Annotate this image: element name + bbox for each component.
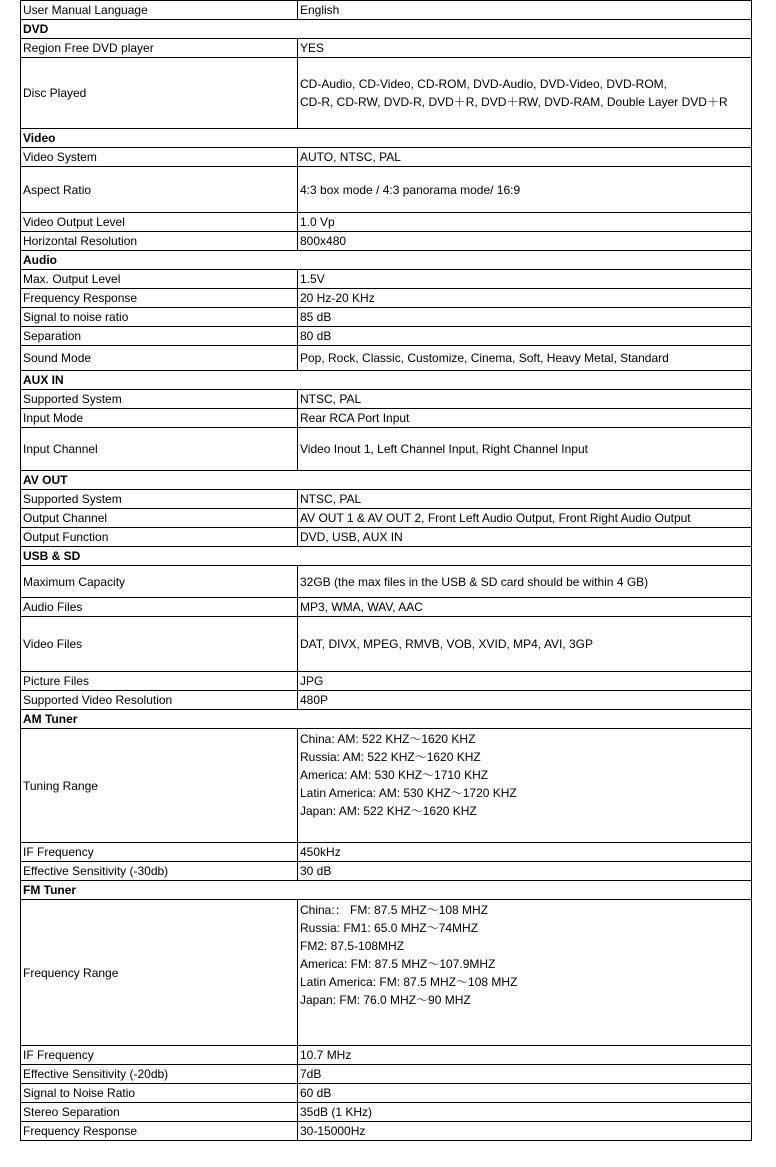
spec-value: CD-Audio, CD-Video, CD-ROM, DVD-Audio, DVD-Video, DVD-ROM, CD-R, CD-RW, DVD-R, DVD＋R, DVD＋RW, DVD-RAM, Double Layer DVD＋R xyxy=(298,58,752,129)
spec-row xyxy=(21,58,752,129)
spec-value: China: AM: 522 KHZ～1620 KHZ Russia: AM: 522 KHZ～1620 KHZ America: AM: 530 KHZ～1710 KHZ Latin America: AM: 530 KHZ～1720 KHZ Japan: AM: 522 KHZ～1620 KHZ xyxy=(298,729,752,843)
spec-label: Max. Output Level xyxy=(21,270,298,289)
section-title: FM Tuner xyxy=(21,881,752,900)
spec-value: Pop, Rock, Classic, Customize, Cinema, Soft, Heavy Metal, Standard xyxy=(298,346,752,371)
spec-row xyxy=(21,843,752,862)
spec-row xyxy=(21,390,752,409)
spec-label: Disc Played xyxy=(21,58,298,129)
section-header-row xyxy=(21,471,752,490)
spec-row xyxy=(21,232,752,251)
spec-label: Input Mode xyxy=(21,409,298,428)
spec-value: 80 dB xyxy=(298,327,752,346)
spec-label: Effective Sensitivity (-20db) xyxy=(21,1065,298,1084)
section-title: AUX IN xyxy=(21,371,752,390)
spec-row xyxy=(21,566,752,598)
spec-value: 60 dB xyxy=(298,1084,752,1103)
spec-value: 450kHz xyxy=(298,843,752,862)
spec-label: Supported System xyxy=(21,490,298,509)
spec-row xyxy=(21,167,752,213)
section-title: AM Tuner xyxy=(21,710,752,729)
spec-row xyxy=(21,327,752,346)
spec-row xyxy=(21,862,752,881)
spec-value: 35dB (1 KHz) xyxy=(298,1103,752,1122)
spec-row xyxy=(21,1046,752,1065)
spec-value: YES xyxy=(298,39,752,58)
spec-value: MP3, WMA, WAV, AAC xyxy=(298,598,752,617)
spec-table-container xyxy=(20,0,751,1141)
spec-value: AUTO, NTSC, PAL xyxy=(298,148,752,167)
spec-row xyxy=(21,213,752,232)
spec-value: JPG xyxy=(298,672,752,691)
spec-row xyxy=(21,598,752,617)
spec-label: Video System xyxy=(21,148,298,167)
spec-label: Frequency Response xyxy=(21,289,298,308)
spec-row xyxy=(21,1,752,20)
spec-table-body xyxy=(21,1,752,1141)
spec-label: Stereo Separation xyxy=(21,1103,298,1122)
spec-value: China:： FM: 87.5 MHZ～108 MHZ Russia: FM1: 65.0 MHZ～74MHZ FM2: 87.5-108MHZ America: FM: 87.5 MHZ～107.9MHZ Latin America: FM: 87.5 MHZ～108 MHZ Japan: FM: 76.0 MHZ～90 MHZ xyxy=(298,900,752,1046)
spec-row xyxy=(21,900,752,1046)
spec-label: IF Frequency xyxy=(21,1046,298,1065)
spec-row xyxy=(21,617,752,672)
spec-label: Separation xyxy=(21,327,298,346)
spec-label: Video Output Level xyxy=(21,213,298,232)
spec-label: Frequency Response xyxy=(21,1122,298,1141)
spec-row xyxy=(21,148,752,167)
section-header-row xyxy=(21,881,752,900)
spec-label: Maximum Capacity xyxy=(21,566,298,598)
spec-row xyxy=(21,428,752,471)
spec-value: 7dB xyxy=(298,1065,752,1084)
spec-value: 480P xyxy=(298,691,752,710)
spec-label: Aspect Ratio xyxy=(21,167,298,213)
spec-row xyxy=(21,1103,752,1122)
spec-value: 1.5V xyxy=(298,270,752,289)
spec-label: Frequency Range xyxy=(21,900,298,1046)
spec-label: Sound Mode xyxy=(21,346,298,371)
spec-value: 10.7 MHz xyxy=(298,1046,752,1065)
spec-value: NTSC, PAL xyxy=(298,390,752,409)
spec-label: User Manual Language xyxy=(21,1,298,20)
spec-label: Picture Files xyxy=(21,672,298,691)
section-title: USB & SD xyxy=(21,547,752,566)
section-header-row xyxy=(21,20,752,39)
spec-label: Supported Video Resolution xyxy=(21,691,298,710)
spec-value: 4:3 box mode / 4:3 panorama mode/ 16:9 xyxy=(298,167,752,213)
spec-label: Region Free DVD player xyxy=(21,39,298,58)
spec-label: Audio Files xyxy=(21,598,298,617)
spec-value: 800x480 xyxy=(298,232,752,251)
section-header-row xyxy=(21,710,752,729)
spec-value: DAT, DIVX, MPEG, RMVB, VOB, XVID, MP4, AVI, 3GP xyxy=(298,617,752,672)
spec-value: Video Inout 1, Left Channel Input, Right Channel Input xyxy=(298,428,752,471)
spec-table xyxy=(20,0,752,1141)
section-header-row xyxy=(21,251,752,270)
spec-row xyxy=(21,490,752,509)
spec-row xyxy=(21,409,752,428)
section-header-row xyxy=(21,129,752,148)
section-title: Audio xyxy=(21,251,752,270)
section-title: Video xyxy=(21,129,752,148)
spec-row xyxy=(21,691,752,710)
spec-row xyxy=(21,270,752,289)
spec-row xyxy=(21,1065,752,1084)
spec-value: 30 dB xyxy=(298,862,752,881)
spec-label: Tuning Range xyxy=(21,729,298,843)
spec-label: IF Frequency xyxy=(21,843,298,862)
spec-value: Rear RCA Port Input xyxy=(298,409,752,428)
spec-row xyxy=(21,672,752,691)
spec-value: 1.0 Vp xyxy=(298,213,752,232)
spec-label: Output Function xyxy=(21,528,298,547)
spec-value: AV OUT 1 & AV OUT 2, Front Left Audio Output, Front Right Audio Output xyxy=(298,509,752,528)
section-header-row xyxy=(21,371,752,390)
spec-value: NTSC, PAL xyxy=(298,490,752,509)
spec-value: 20 Hz-20 KHz xyxy=(298,289,752,308)
spec-row xyxy=(21,289,752,308)
spec-value: DVD, USB, AUX IN xyxy=(298,528,752,547)
section-title: DVD xyxy=(21,20,752,39)
spec-row xyxy=(21,39,752,58)
spec-value: English xyxy=(298,1,752,20)
spec-value: 30-15000Hz xyxy=(298,1122,752,1141)
spec-label: Video Files xyxy=(21,617,298,672)
section-header-row xyxy=(21,547,752,566)
spec-label: Output Channel xyxy=(21,509,298,528)
spec-value: 85 dB xyxy=(298,308,752,327)
section-title: AV OUT xyxy=(21,471,752,490)
spec-value: 32GB (the max files in the USB & SD card should be within 4 GB) xyxy=(298,566,752,598)
spec-row xyxy=(21,346,752,371)
spec-row xyxy=(21,308,752,327)
spec-row xyxy=(21,509,752,528)
spec-label: Signal to Noise Ratio xyxy=(21,1084,298,1103)
spec-row xyxy=(21,528,752,547)
spec-label: Signal to noise ratio xyxy=(21,308,298,327)
spec-row xyxy=(21,1084,752,1103)
spec-label: Supported System xyxy=(21,390,298,409)
spec-row xyxy=(21,729,752,843)
spec-row xyxy=(21,1122,752,1141)
spec-label: Horizontal Resolution xyxy=(21,232,298,251)
spec-label: Effective Sensitivity (-30db) xyxy=(21,862,298,881)
spec-label: Input Channel xyxy=(21,428,298,471)
